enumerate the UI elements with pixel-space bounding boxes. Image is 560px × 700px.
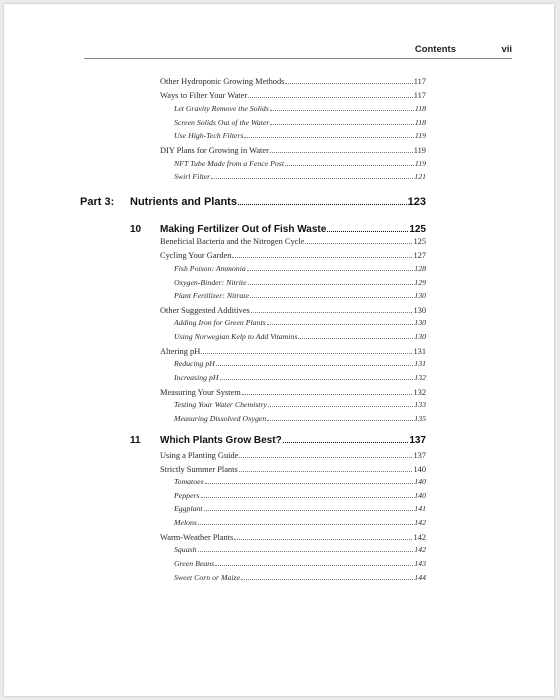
entry-page-number: 117 [413,76,426,86]
dot-leader [270,118,414,125]
toc-subsection-entry [174,545,426,557]
dot-leader [201,491,414,498]
entry-title: DIY Plans for Growing in Water [160,145,269,155]
entry-page-number: 125 [413,236,426,246]
entry-title: Increasing pH [174,373,219,383]
entry-title: Beneficial Bacteria and the Nitrogen Cycle [160,236,305,246]
entry-page-number: 128 [414,264,426,274]
dot-leader [305,236,412,244]
dot-leader [285,159,414,166]
entry-page-number: 140 [413,464,426,474]
dot-leader [216,359,413,366]
entry-title: Squash [174,545,197,555]
entry-page-number: 123 [407,195,426,208]
toc-subsection-entry [174,118,426,130]
dot-leader [267,414,413,421]
entry-page-number: 127 [413,250,426,260]
toc-section-entry [160,236,426,248]
dot-leader [232,250,412,258]
entry-title: Let Gravity Remove the Solids [174,104,269,114]
toc-subsection-entry [174,159,426,171]
entry-title: Peppers [174,491,200,501]
toc-subsection-entry [174,332,426,344]
entry-page-number: 133 [414,400,426,410]
entry-title: Nutrients and Plants [130,195,237,208]
entry-page-number: 142 [414,518,426,528]
entry-title: Eggplant [174,504,203,514]
entry-title: Use High-Tech Filters [174,131,244,141]
entry-title: Plant Fertilizer: Nitrate [174,291,249,301]
toc-section-entry [160,387,426,399]
entry-page-number: 129 [414,278,426,288]
entry-title: Sweet Corn or Maize [174,573,241,583]
entry-title: Measuring Dissolved Oxygen [174,414,267,424]
entry-page-number: 142 [413,532,426,542]
dot-leader [198,545,414,552]
dot-leader [250,291,413,298]
header-title: Contents [414,44,456,55]
toc-subsection-entry [174,131,426,143]
entry-title: Other Suggested Additives [160,305,250,315]
entry-title: Cycling Your Garden [160,250,232,260]
dot-leader [251,305,413,313]
toc-subsection-entry [174,477,426,489]
dot-leader [241,573,413,580]
dot-leader [327,223,408,232]
toc-chapter-entry [130,434,426,449]
entry-page-number: 119 [414,159,426,169]
entry-page-number: 137 [409,435,426,446]
entry-title: Reducing pH [174,359,215,369]
dot-leader [242,387,413,395]
entry-title: Ways to Filter Your Water [160,90,248,100]
dot-leader [234,532,412,540]
entry-page-number: 144 [414,573,426,583]
toc-section-entry [160,346,426,358]
dot-leader [270,145,413,153]
entry-title: Testing Your Water Chemistry [174,400,267,410]
entry-title: Screen Solids Out of the Water [174,118,270,128]
entry-title: Warm-Weather Plants [160,532,234,542]
entry-page-number: 117 [413,90,426,100]
chapter-number: 10 [130,224,142,235]
dot-leader [248,278,414,285]
entry-title: Fish Poison: Ammonia [174,264,246,274]
dot-leader [220,373,414,380]
entry-title: Using a Planting Guide [160,450,239,460]
entry-page-number: 140 [414,491,426,501]
entry-page-number: 141 [414,504,426,514]
toc-subsection-entry [174,318,426,330]
toc-subsection-entry [174,264,426,276]
entry-title: Melons [174,518,197,528]
toc-section-entry [160,90,426,102]
toc-subsection-entry [174,504,426,516]
entry-page-number: 143 [414,559,426,569]
entry-page-number: 130 [414,291,426,301]
toc-subsection-entry [174,559,426,571]
entry-title: Swirl Filter [174,172,211,182]
dot-leader [238,195,407,205]
toc-subsection-entry [174,573,426,585]
entry-page-number: 140 [414,477,426,487]
toc-part-entry [80,195,426,211]
document-page [4,4,554,696]
dot-leader [205,477,414,484]
table-of-contents [4,4,554,696]
toc-subsection-entry [174,172,426,184]
entry-title: Oxygen-Binder: Nitrite [174,278,247,288]
toc-section-entry [160,532,426,544]
entry-title: Altering pH [160,346,201,356]
dot-leader [239,450,412,458]
dot-leader [268,400,413,407]
dot-leader [270,104,414,111]
entry-page-number: 137 [413,450,426,460]
dot-leader [244,131,413,138]
dot-leader [285,76,412,84]
toc-subsection-entry [174,359,426,371]
dot-leader [201,346,412,354]
entry-title: Using Norwegian Kelp to Add Vitamins [174,332,298,342]
dot-leader [239,464,413,472]
dot-leader [198,518,413,525]
dot-leader [215,559,413,566]
toc-subsection-entry [174,491,426,503]
toc-subsection-entry [174,291,426,303]
entry-page-number: 130 [414,332,426,342]
toc-subsection-entry [174,518,426,530]
entry-title: Adding Iron for Green Plants [174,318,266,328]
entry-title: Other Hydroponic Growing Methods [160,76,285,86]
toc-subsection-entry [174,373,426,385]
entry-title: Making Fertilizer Out of Fish Waste [160,224,327,235]
entry-page-number: 118 [414,104,426,114]
entry-page-number: 130 [414,318,426,328]
chapter-number: 11 [130,435,141,446]
toc-section-entry [160,464,426,476]
toc-section-entry [160,145,426,157]
entry-title: NFT Tube Made from a Fence Post [174,159,285,169]
entry-title: Strictly Summer Plants [160,464,238,474]
toc-subsection-entry [174,104,426,116]
entry-title: Measuring Your System [160,387,241,397]
toc-section-entry [160,305,426,317]
dot-leader [211,172,413,179]
entry-title: Which Plants Grow Best? [160,435,282,446]
entry-page-number: 142 [414,545,426,555]
entry-page-number: 135 [414,414,426,424]
header-page-number: vii [501,44,512,55]
entry-page-number: 131 [413,346,426,356]
entry-page-number: 132 [414,373,426,383]
part-label: Part 3: [80,195,115,208]
dot-leader [298,332,413,339]
toc-subsection-entry [174,278,426,290]
dot-leader [267,318,414,325]
toc-subsection-entry [174,400,426,412]
entry-page-number: 119 [414,131,426,141]
dot-leader [204,504,414,511]
toc-section-entry [160,250,426,262]
toc-section-entry [160,76,426,88]
dot-leader [248,90,413,98]
entry-page-number: 118 [414,118,426,128]
toc-subsection-entry [174,414,426,426]
entry-page-number: 121 [414,172,426,182]
toc-section-entry [160,450,426,462]
dot-leader [283,434,409,443]
entry-page-number: 119 [413,145,426,155]
entry-page-number: 125 [409,224,426,235]
entry-page-number: 130 [413,305,426,315]
entry-page-number: 131 [414,359,426,369]
entry-title: Green Beans [174,559,215,569]
dot-leader [247,264,414,271]
entry-title: Tomatoes [174,477,204,487]
entry-page-number: 132 [413,387,426,397]
